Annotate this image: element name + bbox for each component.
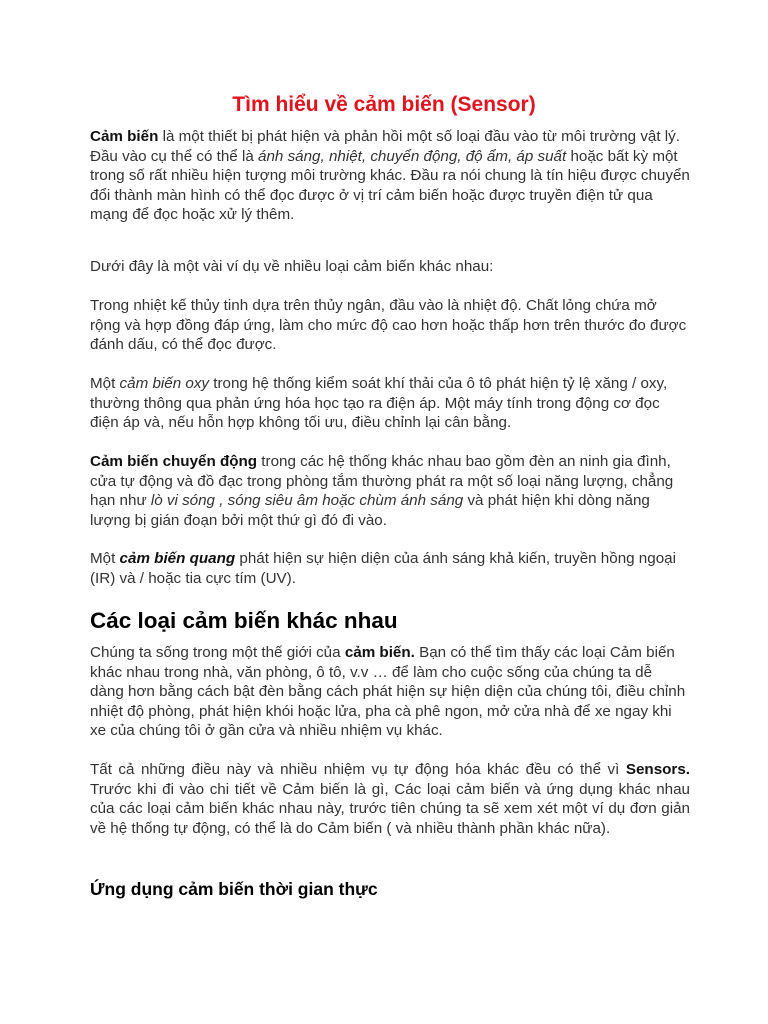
bold-term: Cảm biến [90,128,159,145]
automation-paragraph: Tất cả những điều này và nhiều nhiệm vụ tự động hóa khác đều có thể vì Sensors. Trước khi đi vào chi tiết về Cảm biến là gì, Các loại cảm biến và ứng dụng khác nhau của các loại cảm biến khác nhau này, trước tiên chúng ta sẽ xem xét một ví dụ đơn giản về hệ thống tự động, có thể là do Cảm biến ( và nhiều thành phần khác nữa). [90,761,690,837]
bold-term: Cảm biến chuyển động [90,453,258,470]
document-title: Tìm hiểu về cảm biến (Sensor) [232,93,536,116]
italic-examples: ánh sáng, nhiệt, chuyển động, độ ẩm, áp suất [258,147,567,165]
italic-term: cảm biến oxy [119,375,210,392]
thermometer-paragraph: Trong nhiệt kế thủy tinh dựa trên thủy ngân, đầu vào là nhiệt độ. Chất lỏng chứa mở rộng và hợp đồng đáp ứng, làm cho mức độ cao hơn hoặc thấp hơn trên thước đo được đánh dấu, có thể đọc được. [90,297,687,353]
bold-term: cảm biến. [344,644,415,661]
intro-paragraph: Cảm biến là một thiết bị phát hiện và phản hồi một số loại đầu vào từ môi trường vật lý. Đầu vào cụ thể có thể là ánh sáng, nhiệt, chuyển động, độ ẩm, áp suất hoặc bất kỳ một trong số rất nhiều hiện tượng môi trường khác. Đầu ra nói chung là tín hiệu được chuyển đổi thành màn hình có thể đọc được ở vị trí cảm biến hoặc được truyền điện tử qua mạng để đọc hoặc xử lý thêm. [90,128,690,223]
bold-italic-term: cảm biến quang [119,550,236,567]
photo-sensor-paragraph: Một cảm biến quang phát hiện sự hiện diện của ánh sáng khả kiến, truyền hồng ngoại (IR) và / hoặc tia cực tím (UV). [90,550,676,587]
subsection-heading: Ứng dụng cảm biến thời gian thực [90,879,378,899]
section-heading: Các loại cảm biến khác nhau [90,608,398,633]
examples-intro-paragraph: Dưới đây là một vài ví dụ về nhiều loại cảm biến khác nhau: [90,258,494,275]
italic-examples: lò vi sóng , sóng siêu âm hoặc chùm ánh sáng [150,492,464,509]
motion-sensor-paragraph: Cảm biến chuyển động trong các hệ thống khác nhau bao gồm đèn an ninh gia đình, cửa tự động và đồ đạc trong phòng tắm thường phát ra một số loại năng lượng, chẳng hạn như lò vi sóng , sóng siêu âm hoặc chùm ánh sáng và phát hiện khi dòng năng lượng bị gián đoạn bởi một thứ gì đó đi vào. [90,453,674,529]
sensors-world-paragraph: Chúng ta sống trong một thế giới của cảm biến. Bạn có thể tìm thấy các loại Cảm biến khác nhau trong nhà, văn phòng, ô tô, v.v … để làm cho cuộc sống của chúng ta dễ dàng hơn bằng cách bật đèn bằng cách phát hiện sự hiện diện của chúng tôi, điều chỉnh nhiệt độ phòng, phát hiện khói hoặc lửa, pha cà phê ngon, mở cửa nhà để xe ngay khi xe của chúng tôi ở gần cửa và nhiều nhiệm vụ khác. [90,644,686,739]
bold-term: Sensors. [625,761,690,778]
oxygen-sensor-paragraph: Một cảm biến oxy trong hệ thống kiểm soát khí thải của ô tô phát hiện tỷ lệ xăng / oxy, thường thông qua phản ứng hóa học tạo ra điện áp. Một máy tính trong động cơ đọc điện áp và, nếu hỗn hợp không tối ưu, điều chỉnh lại cân bằng. [90,375,668,431]
